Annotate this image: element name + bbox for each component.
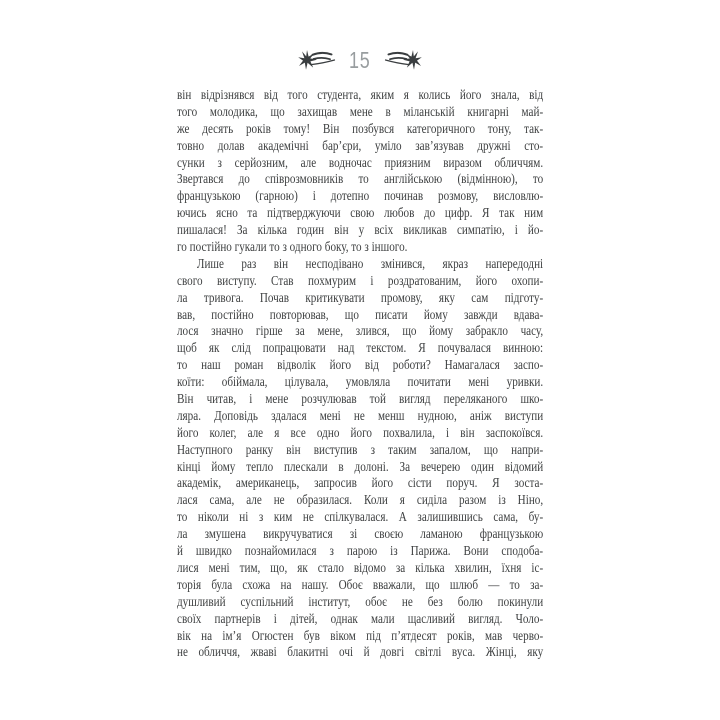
text-line: сунки з серйозним, але водночас приязним виразом обличчям. (177, 155, 544, 171)
body-text (177, 88, 543, 662)
text-line: душливий суспільний інститут, обоє не без болю покинули (177, 594, 544, 610)
text-line: то наш роман відволік його від роботи? Намагалася заспо- (177, 358, 544, 374)
text-line: товно долав академічні бар’єри, уміло зав’язував дружні сто- (177, 138, 544, 154)
text-line: не обличчя, жваві блакитні очі й довгі світлі вуса. Жінці, яку (177, 645, 544, 661)
text-line: своїх партнерів і дітей, однак мали щасливий вигляд. Чоло- (177, 611, 544, 627)
page-number: 15 (349, 47, 371, 73)
text-line: то ніколи ні з ким не спілкувалася. А залишившись сама, бу- (177, 510, 544, 526)
text-line: щоб як слід попрацювати над текстом. Я почувалася винною: (177, 341, 544, 357)
page-header (0, 46, 720, 74)
text-line: ла тривога. Почав критикувати промову, яку сам підготу- (177, 290, 544, 306)
text-line: й швидко познайомилася з парою із Парижа. Вони сподоба- (177, 544, 544, 560)
text-line: того молодика, що захищав мене в міланській книгарні май- (177, 104, 544, 120)
text-line: же десять років тому! Він позбувся категоричного тону, так- (177, 121, 544, 137)
swallow-ornament-left-icon (298, 48, 336, 72)
text-line: Він читав, і мене розчулював той вигляд переляканого шко- (177, 392, 544, 408)
text-line: французькою (гарною) і дотепно починав розмову, висловлю- (177, 189, 544, 205)
text-line: лися мені тим, що, як стало відомо за кілька хвилин, їхня іс- (177, 560, 544, 576)
text-line: кінці йому тепло плескали в долоні. За вечерею один відомий (177, 459, 544, 475)
text-line-paragraph-end: го постійно гукали то з одного боку, то з іншого. (177, 240, 408, 256)
text-line: вав, постійно повторював, що писати йому завжди вдава- (177, 307, 544, 323)
text-line: ла змушена викручуватися зі своєю ламаною французькою (177, 527, 544, 543)
text-line: його колег, але я все одно його похвалила, і він заспокоївся. (177, 425, 544, 441)
text-line: Звертався до співрозмовників то англійською (відмінною), то (177, 172, 544, 188)
text-line: лася сама, але не образилася. Коли я сиділа разом із Ніно, (177, 493, 544, 509)
text-line: ляра. Доповідь здалася мені не менш нудною, аніж виступи (177, 408, 544, 424)
text-line: він відрізнявся від того студента, яким я колись його знала, від (177, 88, 544, 103)
text-line: торія була схожа на нашу. Обоє вважали, що шлюб — то за- (177, 577, 544, 593)
text-line: академік, американець, запросив його сісти поруч. Я зоста- (177, 476, 544, 492)
text-line: вік на ім’я Огюстен був віком під п’ятдесят років, мав черво- (177, 628, 544, 644)
text-line: пишалася! За кілька годин він у всіх викликав симпатію, і йо- (177, 223, 544, 239)
swallow-ornament-right-icon (384, 48, 422, 72)
text-line: ючись ясно та підтверджуючи свою любов до цифр. Я так ним (177, 206, 544, 222)
text-line: свого виступу. Став похмурим і роздратованим, його охопи- (177, 273, 544, 289)
text-line: коїти: обіймала, цілувала, умовляла почитати мені уривки. (177, 375, 544, 391)
text-line: Наступного ранку він виступив з таким запалом, що напри- (177, 442, 544, 458)
text-line: лося значно гірше за мене, злився, що йому забракло часу, (177, 324, 544, 340)
text-line-paragraph-start: Лише раз він несподівано змінився, якраз напередодні (196, 256, 544, 272)
